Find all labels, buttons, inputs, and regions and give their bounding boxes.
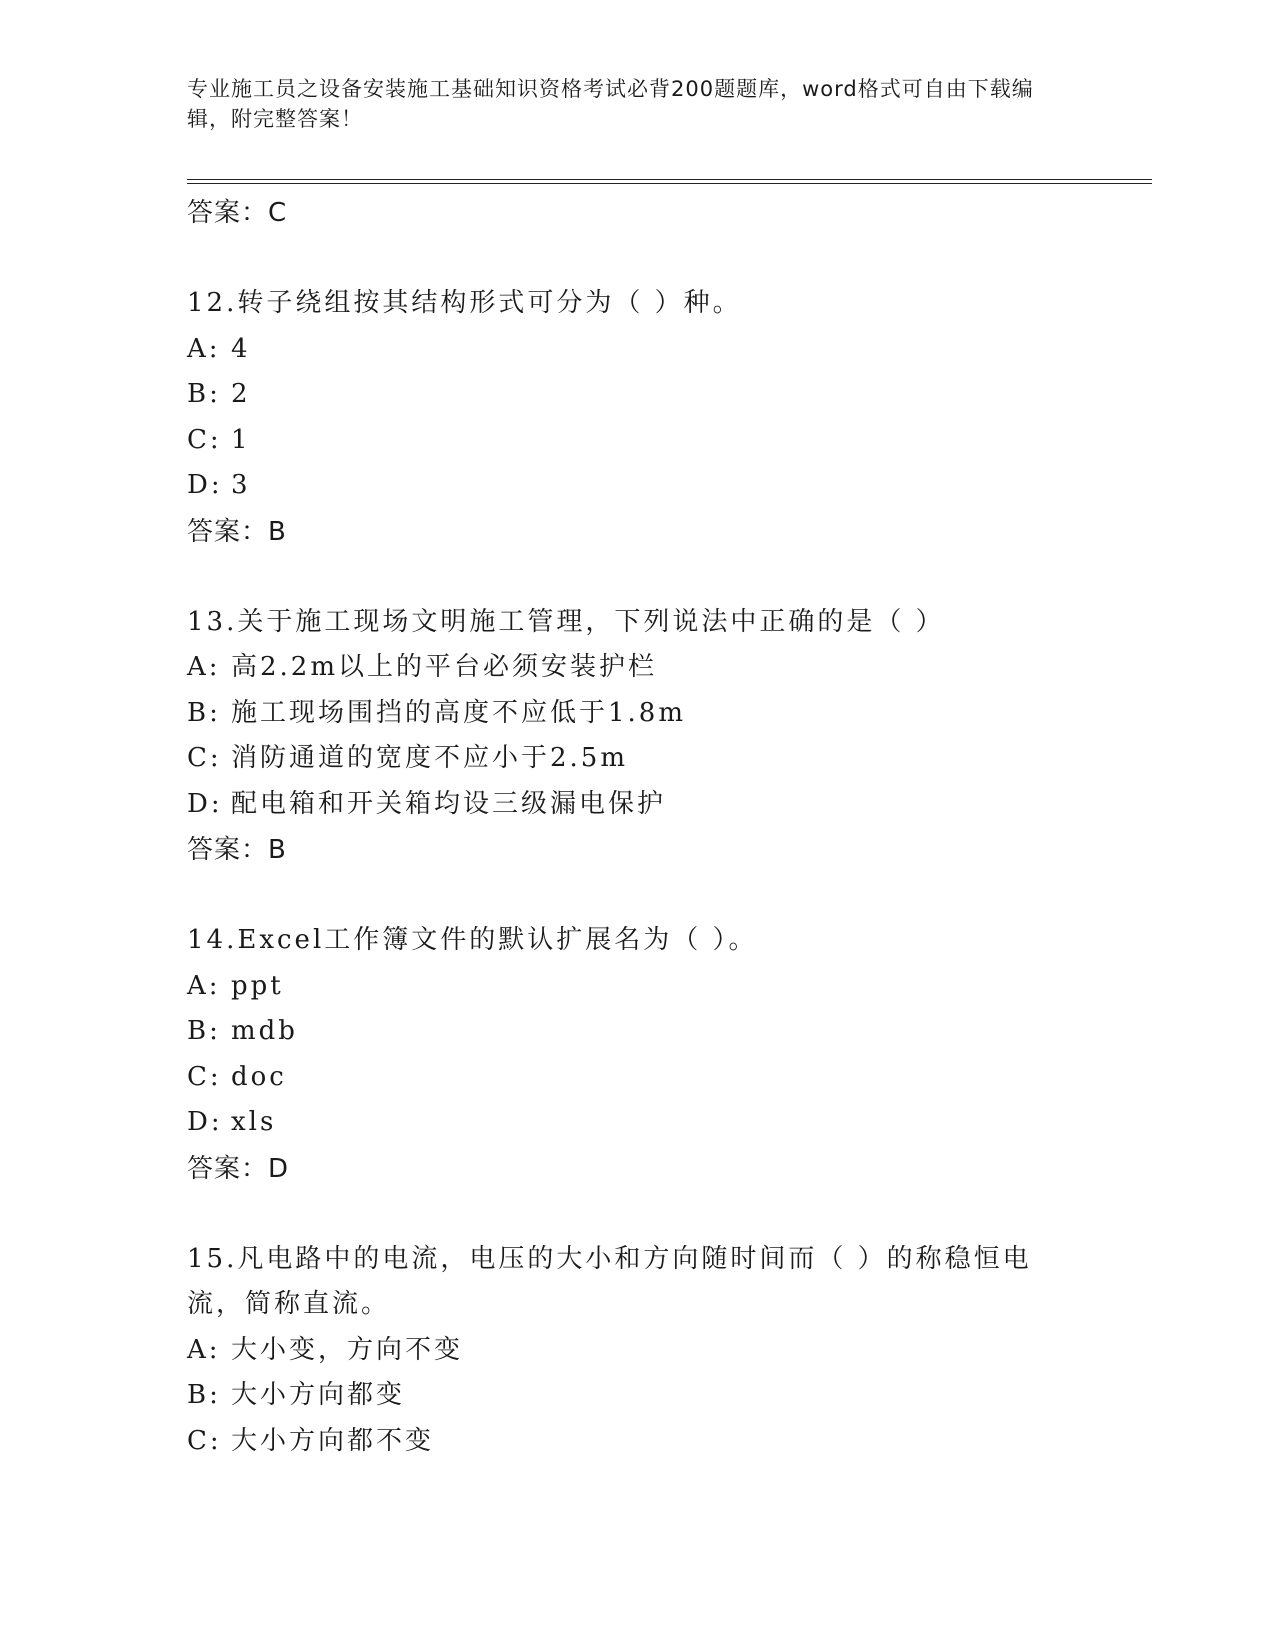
- option-text: 大小变，方向不变: [231, 1334, 464, 1365]
- option-letter: C:: [187, 1061, 222, 1092]
- question-text: 12.转子绕组按其结构形式可分为（ ）种。: [187, 288, 742, 318]
- option-text: 配电箱和开关箱均设三级漏电保护: [231, 788, 667, 819]
- option-d: [187, 782, 1087, 828]
- question-14: [187, 918, 1087, 1237]
- option-letter: D:: [187, 470, 223, 500]
- option-d: [187, 1100, 1087, 1146]
- option-text: 大小方向都不变: [231, 1425, 435, 1456]
- option-text: mdb: [231, 1016, 298, 1046]
- option-letter: D:: [187, 1107, 223, 1137]
- option-a: [187, 1328, 1087, 1374]
- option-letter: A:: [187, 970, 221, 1001]
- option-text: xls: [231, 1107, 277, 1137]
- option-c: [187, 1419, 1087, 1465]
- option-b: [187, 691, 1087, 737]
- header-rule-bottom: [187, 183, 1152, 184]
- option-text: ppt: [231, 970, 284, 1001]
- answer-line: 答案：D: [187, 1153, 290, 1184]
- header-title: 专业施工员之设备安装施工基础知识资格考试必背200题题库，word格式可自由下载编辑，附完整答案！: [187, 77, 1034, 131]
- option-b: [187, 1373, 1087, 1419]
- option-c: [187, 1055, 1087, 1101]
- answer-line: 答案：B: [187, 835, 287, 865]
- option-text: 高2.2m以上的平台必须安装护栏: [231, 652, 658, 682]
- question-13: [187, 600, 1087, 919]
- option-c: [187, 418, 1087, 464]
- option-letter: B:: [187, 1016, 221, 1046]
- question-text: 15.凡电路中的电流，电压的大小和方向随时间而（ ）的称稳恒电流，简称直流。: [187, 1243, 1032, 1319]
- option-letter: B:: [187, 1380, 221, 1410]
- option-c: [187, 736, 1087, 782]
- option-a: [187, 645, 1087, 691]
- question-12: [187, 281, 1087, 600]
- answer-line: 答案：C: [187, 198, 288, 228]
- option-letter: A:: [187, 1334, 221, 1365]
- option-text: 3: [231, 470, 251, 500]
- option-letter: A:: [187, 652, 221, 682]
- option-b: [187, 1009, 1087, 1055]
- option-d: [187, 463, 1087, 509]
- option-letter: B:: [187, 697, 221, 728]
- option-text: 4: [231, 333, 251, 364]
- document-header: [187, 74, 1067, 134]
- option-text: 大小方向都变: [231, 1380, 406, 1410]
- option-letter: B:: [187, 379, 221, 409]
- option-letter: D:: [187, 788, 223, 819]
- question-list: [187, 190, 1087, 1464]
- option-letter: C:: [187, 1425, 222, 1456]
- answer-line: 答案：B: [187, 516, 287, 547]
- option-text: doc: [231, 1061, 287, 1092]
- option-b: [187, 372, 1087, 418]
- option-a: [187, 327, 1087, 373]
- option-text: 消防通道的宽度不应小于2.5m: [231, 743, 629, 773]
- option-text: 2: [231, 379, 251, 409]
- question-15: [187, 1237, 1087, 1465]
- header-rule-top: [187, 179, 1152, 180]
- option-text: 1: [231, 424, 251, 455]
- option-text: 施工现场围挡的高度不应低于1.8m: [231, 697, 687, 728]
- option-letter: A:: [187, 333, 221, 364]
- option-letter: C:: [187, 424, 222, 455]
- option-letter: C:: [187, 743, 222, 773]
- option-a: [187, 964, 1087, 1010]
- question-text: 14.Excel工作簿文件的默认扩展名为（ ）。: [187, 925, 758, 955]
- question-text: 13.关于施工现场文明施工管理，下列说法中正确的是（ ）: [187, 606, 945, 637]
